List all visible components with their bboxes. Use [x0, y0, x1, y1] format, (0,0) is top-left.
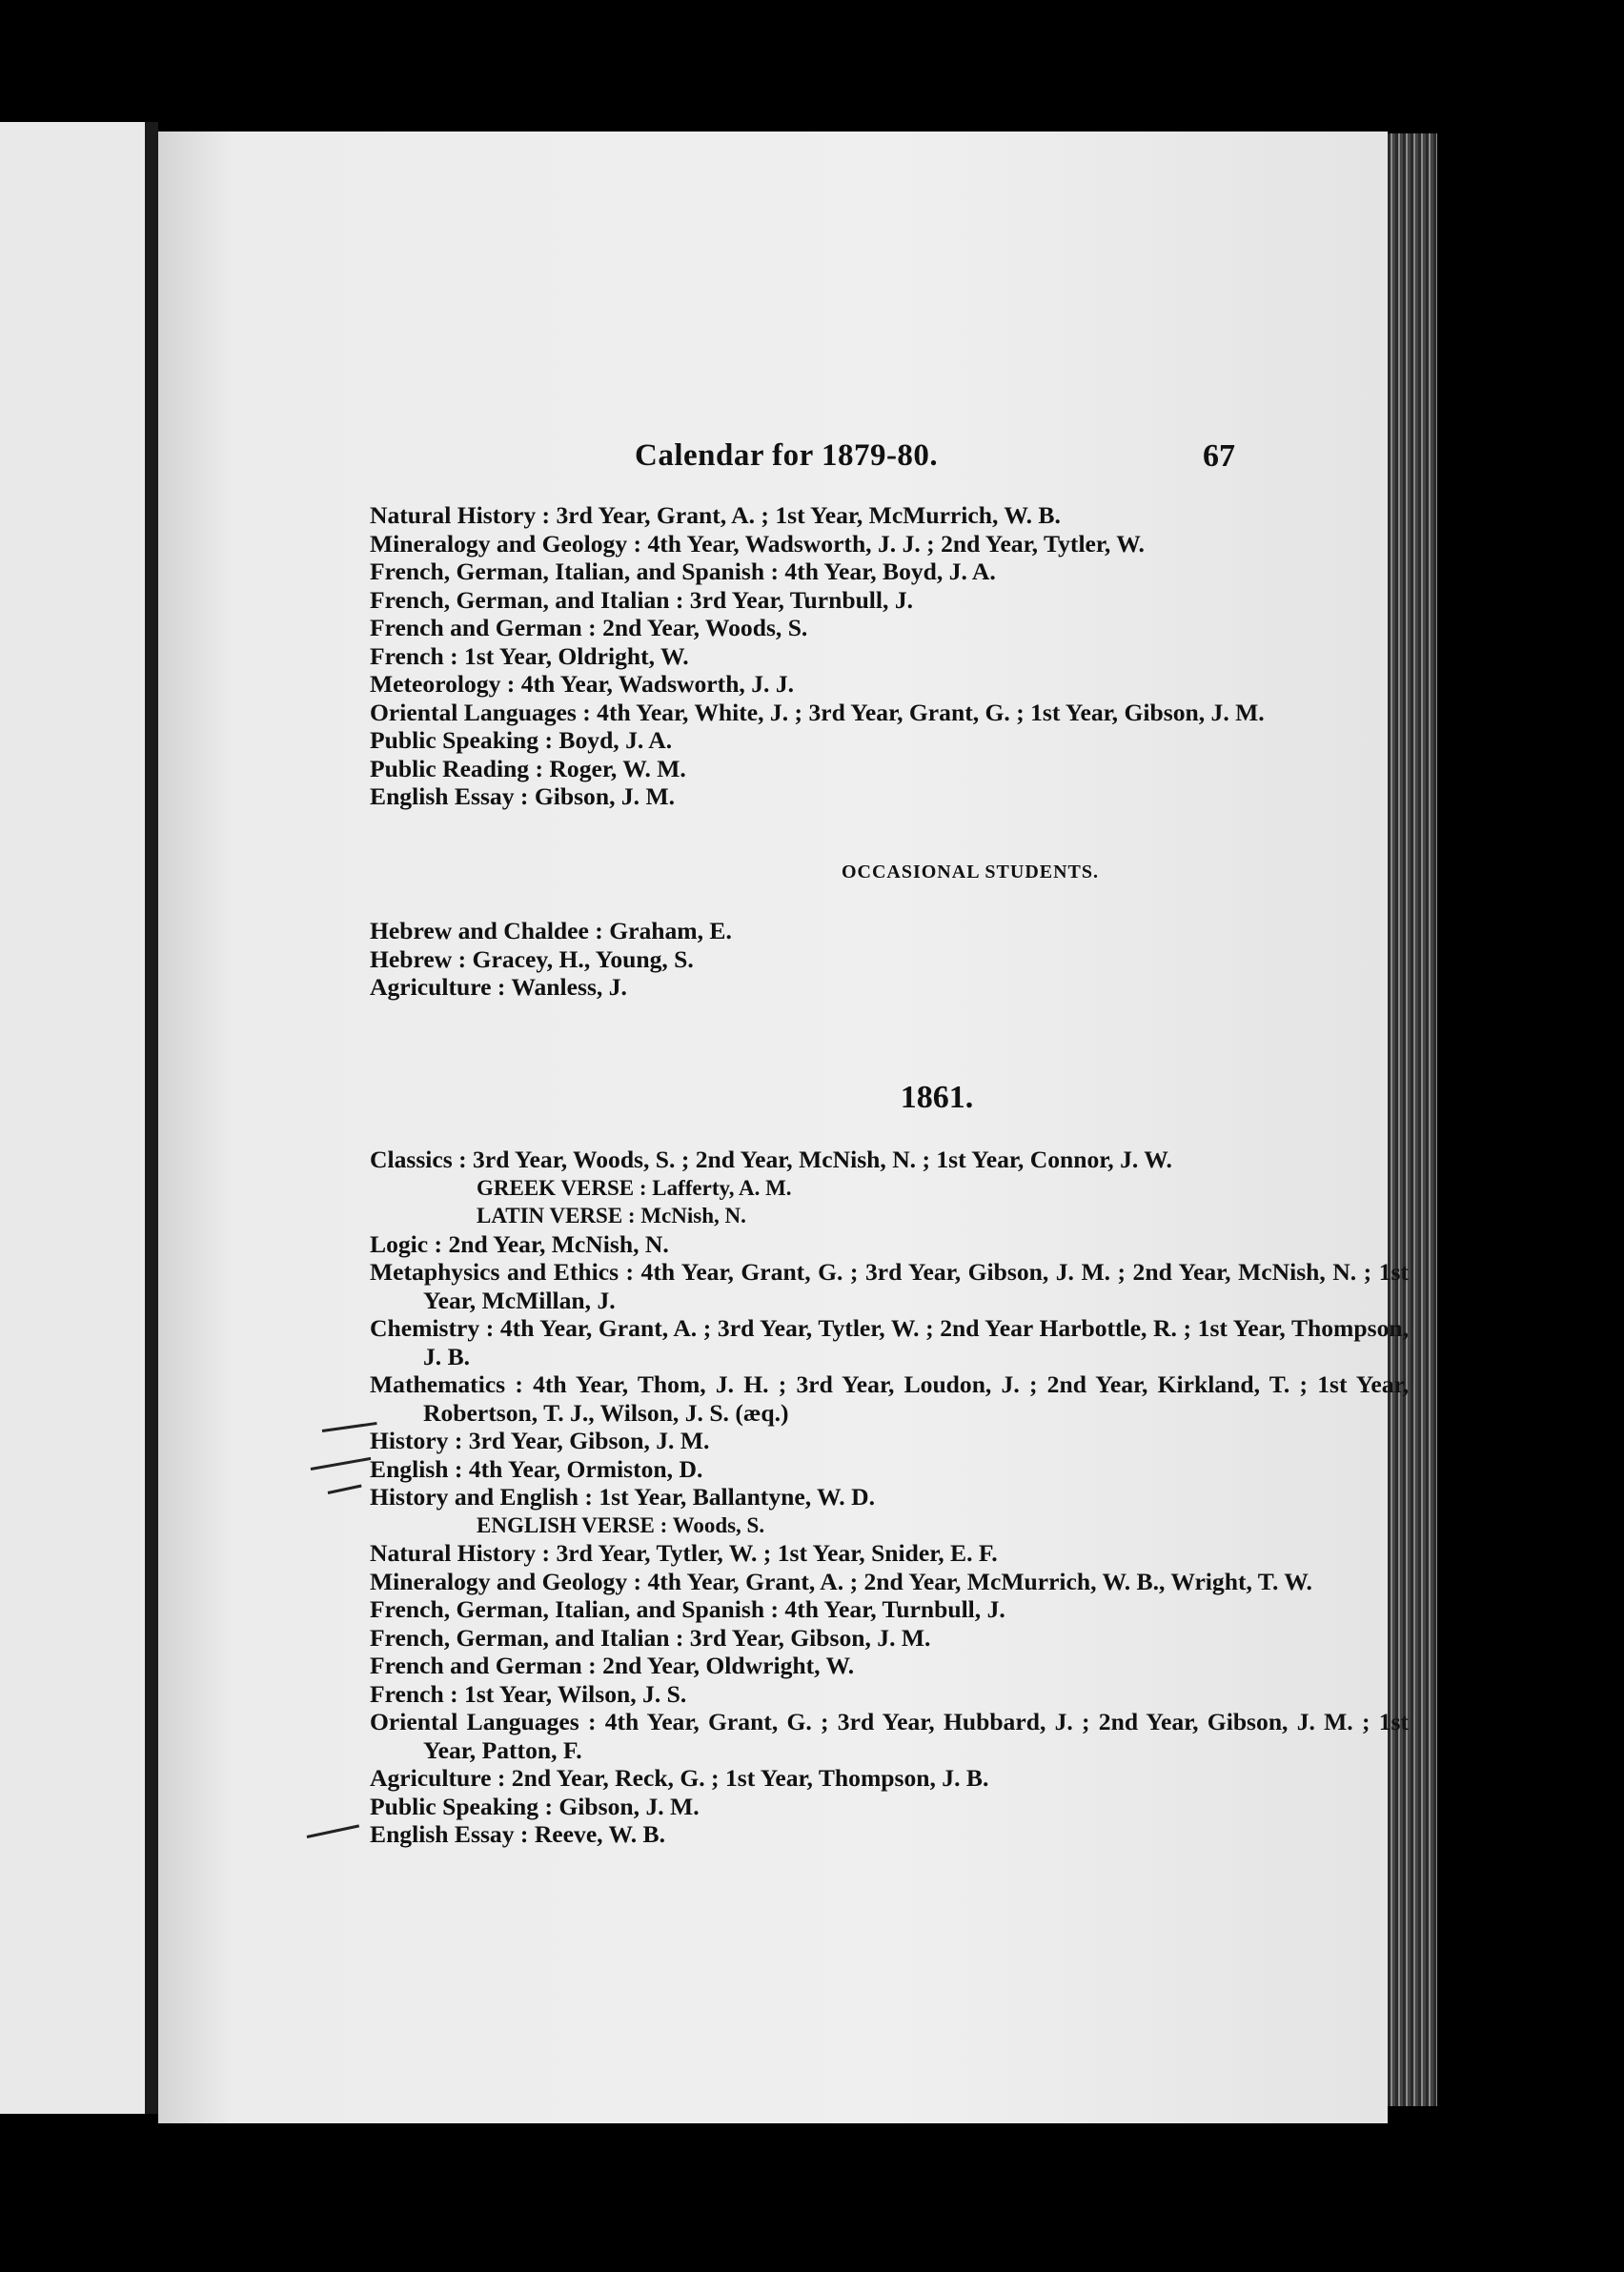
- list-item: Natural History : 3rd Year, Grant, A. ; 1st Year, McMurrich, W. B.: [370, 501, 1061, 529]
- list-item: Mineralogy and Geology : 4th Year, Grant, A. ; 2nd Year, McMurrich, W. B., Wright, T. W.: [370, 1567, 1312, 1595]
- list-item: French, German, and Italian : 3rd Year, Gibson, J. M.: [370, 1623, 931, 1652]
- list-item: ENGLISH VERSE : Woods, S.: [477, 1512, 765, 1537]
- list-item: Chemistry : 4th Year, Grant, A. ; 3rd Year, Tytler, W. ; 2nd Year Harbottle, R. ; 1st Year, Thompson, J. B.: [370, 1314, 1409, 1370]
- list-item: Agriculture : 2nd Year, Reck, G. ; 1st Year, Thompson, J. B.: [370, 1764, 989, 1792]
- book-page: [158, 132, 1409, 2123]
- list-item: Mathematics : 4th Year, Thom, J. H. ; 3rd Year, Loudon, J. ; 2nd Year, Kirkland, T. ; 1st Year, Robertson, T. J., Wilson, J. S. (æq.): [370, 1370, 1409, 1427]
- list-item: History : 3rd Year, Gibson, J. M.: [370, 1427, 710, 1454]
- page-body: [370, 501, 1409, 1849]
- list-item: Mineralogy and Geology : 4th Year, Wadsworth, J. J. ; 2nd Year, Tytler, W.: [370, 529, 1145, 558]
- list-item: Oriental Languages : 4th Year, White, J. ; 3rd Year, Grant, G. ; 1st Year, Gibson, J. M.: [370, 698, 1265, 726]
- year-heading: 1861.: [900, 1079, 974, 1115]
- list-item: GREEK VERSE : Lafferty, A. M.: [477, 1175, 792, 1200]
- list-item: French : 1st Year, Wilson, J. S.: [370, 1679, 687, 1708]
- list-item: Public Speaking : Boyd, J. A.: [370, 726, 673, 754]
- list-item: Public Reading : Roger, W. M.: [370, 754, 686, 782]
- left-page-edge: [0, 122, 145, 2114]
- list-item: French : 1st Year, Oldright, W.: [370, 641, 689, 670]
- list-item: English : 4th Year, Ormiston, D.: [370, 1454, 703, 1483]
- list-item: Metaphysics and Ethics : 4th Year, Grant, G. ; 3rd Year, Gibson, J. M. ; 2nd Year, McNish, N. ; 1st Year, McMillan, J.: [370, 1258, 1409, 1314]
- list-item: Meteorology : 4th Year, Wadsworth, J. J.: [370, 670, 795, 698]
- page-number: 67: [1203, 438, 1235, 474]
- list-item: Agriculture : Wanless, J.: [370, 973, 627, 1001]
- list-item: Classics : 3rd Year, Woods, S. ; 2nd Year, McNish, N. ; 1st Year, Connor, J. W.: [370, 1146, 1172, 1173]
- list-item: French, German, Italian, and Spanish : 4th Year, Boyd, J. A.: [370, 558, 996, 585]
- list-item: English Essay : Reeve, W. B.: [370, 1820, 666, 1848]
- list-item: Hebrew : Gracey, H., Young, S.: [370, 944, 694, 973]
- list-item: Public Speaking : Gibson, J. M.: [370, 1792, 700, 1820]
- list-item: French and German : 2nd Year, Woods, S.: [370, 614, 808, 641]
- list-item: Hebrew and Chaldee : Graham, E.: [370, 917, 732, 944]
- running-title: Calendar for 1879-80.: [635, 438, 939, 473]
- list-item: LATIN VERSE : McNish, N.: [477, 1204, 746, 1227]
- section-heading-occasional: OCCASIONAL STUDENTS.: [841, 861, 1100, 882]
- list-item: History and English : 1st Year, Ballantyne, W. D.: [370, 1483, 875, 1511]
- list-item: French, German, and Italian : 3rd Year, Turnbull, J.: [370, 585, 914, 614]
- list-item: Oriental Languages : 4th Year, Grant, G. ; 3rd Year, Hubbard, J. ; 2nd Year, Gibson, J. M. ; 1st Year, Patton, F.: [370, 1708, 1409, 1764]
- book-spine: [145, 122, 158, 2114]
- list-item: Natural History : 3rd Year, Tytler, W. ; 1st Year, Snider, E. F.: [370, 1539, 998, 1567]
- list-item: Logic : 2nd Year, McNish, N.: [370, 1229, 669, 1258]
- list-item: French, German, Italian, and Spanish : 4th Year, Turnbull, J.: [370, 1595, 1005, 1623]
- list-item: French and German : 2nd Year, Oldwright, W.: [370, 1652, 855, 1679]
- list-item: English Essay : Gibson, J. M.: [370, 782, 676, 810]
